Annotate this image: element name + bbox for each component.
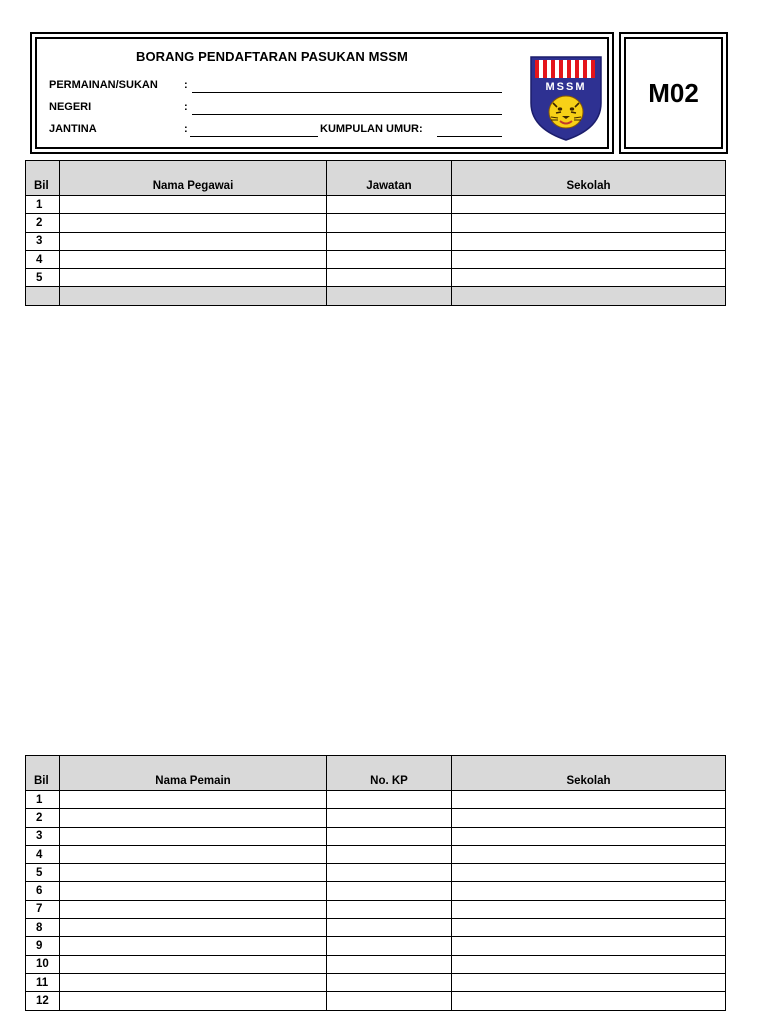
players-table — [25, 755, 726, 1011]
cell-nama-pegawai[interactable] — [60, 250, 327, 268]
table-header-row — [26, 756, 726, 791]
table-row — [26, 973, 726, 991]
row-number: 12 — [26, 992, 60, 1010]
table-row — [26, 196, 726, 214]
cell-sekolah[interactable] — [452, 214, 726, 232]
cell-sekolah[interactable] — [452, 900, 726, 918]
table-row — [26, 845, 726, 863]
cell-no-kp[interactable] — [327, 955, 452, 973]
row-number: 3 — [26, 232, 60, 250]
footer-cell — [452, 287, 726, 305]
field-line-jantina[interactable] — [190, 136, 318, 137]
cell-nama-pegawai[interactable] — [60, 232, 327, 250]
table-row — [26, 232, 726, 250]
table-row — [26, 864, 726, 882]
form-code: M02 — [624, 37, 723, 149]
cell-no-kp[interactable] — [327, 845, 452, 863]
field-negeri — [49, 101, 519, 117]
table-row — [26, 809, 726, 827]
field-permainan-sukan — [49, 79, 519, 95]
cell-sekolah[interactable] — [452, 882, 726, 900]
row-number: 1 — [26, 791, 60, 809]
form-title: BORANG PENDAFTARAN PASUKAN MSSM — [135, 49, 408, 64]
mssm-logo — [529, 55, 603, 141]
cell-nama-pemain[interactable] — [60, 864, 327, 882]
field-jantina — [49, 123, 519, 139]
row-number: 2 — [26, 214, 60, 232]
col-header-sekolah: Sekolah — [452, 756, 726, 791]
cell-nama-pemain[interactable] — [60, 791, 327, 809]
row-number: 5 — [26, 269, 60, 287]
players-table-body — [26, 791, 726, 1011]
row-number: 4 — [26, 250, 60, 268]
table-row — [26, 214, 726, 232]
cell-nama-pemain[interactable] — [60, 900, 327, 918]
field-line-permainan[interactable] — [192, 92, 502, 93]
field-line-negeri[interactable] — [192, 114, 502, 115]
cell-sekolah[interactable] — [452, 809, 726, 827]
cell-nama-pegawai[interactable] — [60, 269, 327, 287]
field-label-negeri: NEGERI — [49, 101, 92, 113]
cell-no-kp[interactable] — [327, 864, 452, 882]
table-row — [26, 992, 726, 1010]
cell-nama-pemain[interactable] — [60, 845, 327, 863]
table-row — [26, 791, 726, 809]
table-row — [26, 269, 726, 287]
field-label-kumpulan-umur: KUMPULAN UMUR: — [320, 123, 423, 135]
form-header-box — [30, 32, 614, 154]
cell-nama-pemain[interactable] — [60, 955, 327, 973]
cell-nama-pegawai[interactable] — [60, 214, 327, 232]
row-number: 5 — [26, 864, 60, 882]
field-label-jantina: JANTINA — [49, 123, 97, 135]
cell-no-kp[interactable] — [327, 919, 452, 937]
col-header-no-kp: No. KP — [327, 756, 452, 791]
table-row — [26, 827, 726, 845]
table-row — [26, 955, 726, 973]
field-colon: : — [184, 123, 188, 135]
cell-no-kp[interactable] — [327, 992, 452, 1010]
row-number: 10 — [26, 955, 60, 973]
row-number: 7 — [26, 900, 60, 918]
row-number: 11 — [26, 973, 60, 991]
footer-cell — [60, 287, 327, 305]
cell-no-kp[interactable] — [327, 827, 452, 845]
cell-no-kp[interactable] — [327, 900, 452, 918]
tiger-head-icon — [549, 96, 583, 128]
table-footer-row — [26, 287, 726, 305]
cell-sekolah[interactable] — [452, 196, 726, 214]
cell-no-kp[interactable] — [327, 809, 452, 827]
row-number: 8 — [26, 919, 60, 937]
col-header-nama-pemain: Nama Pemain — [60, 756, 327, 791]
cell-sekolah[interactable] — [452, 973, 726, 991]
cell-no-kp[interactable] — [327, 973, 452, 991]
col-header-sekolah: Sekolah — [452, 161, 726, 196]
cell-nama-pemain[interactable] — [60, 992, 327, 1010]
cell-no-kp[interactable] — [327, 937, 452, 955]
cell-jawatan[interactable] — [327, 250, 452, 268]
cell-sekolah[interactable] — [452, 827, 726, 845]
logo-text: MSSM — [545, 81, 587, 93]
cell-sekolah[interactable] — [452, 845, 726, 863]
field-colon: : — [184, 101, 188, 113]
row-number: 9 — [26, 937, 60, 955]
table-row — [26, 250, 726, 268]
cell-sekolah[interactable] — [452, 937, 726, 955]
cell-sekolah[interactable] — [452, 955, 726, 973]
table-row — [26, 882, 726, 900]
cell-jawatan[interactable] — [327, 232, 452, 250]
row-number: 1 — [26, 196, 60, 214]
row-number: 3 — [26, 827, 60, 845]
table-header-row — [26, 161, 726, 196]
table-row — [26, 937, 726, 955]
col-header-nama-pegawai: Nama Pegawai — [60, 161, 327, 196]
row-number: 6 — [26, 882, 60, 900]
cell-sekolah[interactable] — [452, 791, 726, 809]
col-header-jawatan: Jawatan — [327, 161, 452, 196]
footer-cell — [26, 287, 60, 305]
table-row — [26, 919, 726, 937]
form-header-inner — [35, 37, 609, 149]
row-number: 4 — [26, 845, 60, 863]
cell-jawatan[interactable] — [327, 269, 452, 287]
cell-jawatan[interactable] — [327, 196, 452, 214]
cell-sekolah[interactable] — [452, 250, 726, 268]
cell-nama-pemain[interactable] — [60, 809, 327, 827]
row-number: 2 — [26, 809, 60, 827]
officials-table — [25, 160, 726, 306]
field-colon: : — [184, 79, 188, 91]
col-header-bil: Bil — [26, 161, 60, 196]
cell-no-kp[interactable] — [327, 882, 452, 900]
field-label-permainan: PERMAINAN/SUKAN — [49, 79, 158, 91]
form-code-box — [619, 32, 728, 154]
cell-nama-pegawai[interactable] — [60, 196, 327, 214]
footer-cell — [327, 287, 452, 305]
cell-jawatan[interactable] — [327, 214, 452, 232]
col-header-bil: Bil — [26, 756, 60, 791]
cell-sekolah[interactable] — [452, 919, 726, 937]
cell-nama-pemain[interactable] — [60, 827, 327, 845]
cell-nama-pemain[interactable] — [60, 919, 327, 937]
cell-sekolah[interactable] — [452, 992, 726, 1010]
field-line-kumpulan-umur[interactable] — [437, 136, 502, 137]
cell-sekolah[interactable] — [452, 864, 726, 882]
cell-nama-pemain[interactable] — [60, 973, 327, 991]
cell-nama-pemain[interactable] — [60, 882, 327, 900]
cell-sekolah[interactable] — [452, 232, 726, 250]
cell-nama-pemain[interactable] — [60, 937, 327, 955]
cell-sekolah[interactable] — [452, 269, 726, 287]
table-row — [26, 900, 726, 918]
cell-no-kp[interactable] — [327, 791, 452, 809]
